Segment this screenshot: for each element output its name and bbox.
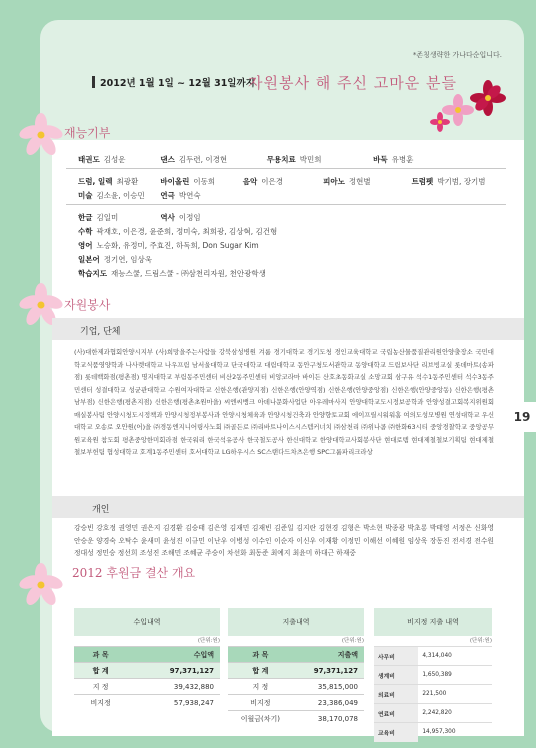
talent-names: 최광환 [116,177,139,186]
org-list: (사)대한제과협회안양시지부 (사)희망을주는사람들 강북삼성병원 겨룸 경기대학교 경기도청 경인교육대학교 국립농산물품질관리원안양출장소 국민대학교식품영양학과 나사렛대학교 나우프림 남서울대학교 단국대학교 대림대학교 동안구청도서관학교 동양대학교 드림보사단 리브빙교실 롯데마트(송파점) 롯데백화점(평촌점) 명지대학교 부림동주민센터 비산2동주민센터 비앙코라마 바이든 산호초동화교실 소망교회 삼구유 석수1동주민센터 석수3동주민센터 성결대학교 성균관대학교 수원여자대학교 신한은행(관양지점) 신한은행(안양역점) 신한은행(안양중앙점) 신한은행(안양중앙동) 신한은행(평촌남부점) 신한은행(평촌지점) 신한은행(평촌초원마을) 씨엔씨뱅크 아데나문화사업단 아우레마사지 안양대학교도시정보공학과 안양성결고회복지위원회매실봉사팀 안양시청도시정책과 안양시청정부봉사과 안양시청체육과 안양시청건축과 안양향토교회 에이프릴시워워홈 여의도성모병원 연성대학교 우신대학교 오송로 오안원(어)을 ㈜경동엔지니어링사노회 ㈜골든로 ㈜리바트나이스시스템커너치 ㈜삼천리 ㈜위나콤 ㈜한화63시티 중앙경찰학교 중앙공무원교육원 참도회 평촌중앙한미회라점 한국워리 한국석유공사 한국철도공사 한신대학교 한양대학교사회봉사단 현대로템 현대제철철보기획팀 현대제철철보부헌팀 협성대학교 호계1동주민센터 호서대학교 LG하우시스 SC스탠다드차츠은행 SPC그룹파리크라상 [74,348,494,456]
table-row [374,666,492,685]
expense-table [228,608,364,727]
talent-names: 이동희 [193,177,216,186]
honorific-note: *존칭생략한 가나다순입니다. [412,51,502,59]
talent-label: 영어 [78,241,93,250]
talent-label: 바이올린 [160,177,190,186]
talent-label: 바둑 [373,155,388,164]
talent-label: 연극 [160,191,175,200]
talent-row [78,268,266,279]
row-value: 97,371,127 [127,663,220,679]
talent-label: 트럼펫 [411,177,434,186]
row-label: 지 정 [74,679,127,695]
expense-table-header: 지출내역 [228,608,364,636]
individual-subheader-bar [52,496,524,518]
row-label: 생계비 [374,666,418,685]
org-subheader-bar [52,318,524,340]
row-value: 97,371,127 [293,663,364,679]
row-label: 비지정 [228,695,293,711]
talent-names: 정기연, 임상욱 [103,255,152,264]
table-row [374,647,492,666]
row-label: 이월금(차기) [228,711,293,727]
divider [66,204,506,205]
talent-row [78,190,201,201]
talent-section-title: 재능기부 [64,126,111,140]
talent-label: 미술 [78,191,93,200]
row-label: 합 계 [228,663,293,679]
talent-row [78,254,152,265]
talent-row [78,240,259,251]
unit-label: (단위:원) [197,638,220,644]
title-bar [92,76,95,88]
talent-row [78,154,413,165]
talent-names: 이은경 [261,177,284,186]
table-row [228,711,364,727]
talent-row [78,176,486,187]
talent-names: 재능스쿨, 드림스쿨 - ㈜삼천리자원, 천안광학생 [110,269,266,278]
talent-label: 한글 [78,213,93,222]
table-row [374,723,492,742]
talent-names: 김소윤, 이승민 [96,191,145,200]
row-value: 57,938,247 [127,695,220,711]
row-value: 221,500 [418,685,492,704]
talent-names: 이정임 [178,213,201,222]
income-table-header: 수입내역 [74,608,220,636]
talent-label: 학습지도 [78,269,107,278]
talent-row [78,226,277,237]
table-row [228,663,364,679]
row-value: 2,242,820 [418,704,492,723]
talent-names: 박연숙 [178,191,201,200]
row-value: 14,957,300 [418,723,492,742]
pink-flower-icon [18,112,64,158]
talent-names: 박기범, 장기범 [437,177,486,186]
table-row [228,679,364,695]
talent-label: 일본어 [78,255,100,264]
talent-names: 곽재호, 이은경, 윤준희, 정미숙, 최희광, 김상혁, 김건형 [96,227,278,236]
column-header: 지출액 [293,647,364,663]
divider [66,168,506,169]
table-row [374,704,492,723]
table-row [228,695,364,711]
date-range: 2012년 1월 1일 ~ 12월 31일까지 [100,78,255,89]
talent-label: 무용치료 [266,155,296,164]
talent-names: 김두련, 이경현 [178,155,228,164]
thanks-title: 자원봉사 해 주신 고마운 분들 [248,74,457,92]
unit-label: (단위:원) [341,638,364,644]
row-value: 38,170,078 [293,711,364,727]
table-row [74,679,220,695]
row-label: 합 계 [74,663,127,679]
finance-section-title: 2012 후원금 결산 개요 [72,566,196,580]
nondesignated-table-header: 비지정 지출 내역 [374,608,492,636]
individual-list: 강승빈 강호정 권영민 권은지 김경환 김승태 김은영 김재민 김재빈 김준일 김지란 김현경 김형은 박소현 박종광 박초롱 박태영 서정은 신화영 안승운 양경숙 오탁수 윤새미 윤성진 이규민 이난우 이병성 이수인 이순자 이신우 이재황 이정민 이해선 이혜원 임상욱 장동진 전서경 전수원 정대성 정민승 정선희 조성진 조해민 조혜균 주승이 차선화 최동준 최예지 최윤미 하대근 하재중 [74,524,494,557]
talent-row [78,212,201,223]
pink-flower-icon [18,562,64,608]
row-label: 의료비 [374,685,418,704]
table-row [74,695,220,711]
row-value: 4,314,040 [418,647,492,666]
org-subtitle: 기업, 단체 [80,327,121,337]
row-value: 35,815,000 [293,679,364,695]
talent-label: 태권도 [78,155,100,164]
column-header: 과 목 [74,647,127,663]
table-row [74,647,220,663]
talent-names: 김성운 [103,155,126,164]
income-table [74,608,220,711]
row-label: 지 정 [228,679,293,695]
volunteer-section-title: 자원봉사 [64,298,111,312]
row-label: 교육비 [374,723,418,742]
column-header: 수입액 [127,647,220,663]
page-number: 19 [508,402,536,432]
table-row [374,685,492,704]
cosmos-flowers-illustration [420,78,510,134]
row-label: 사무비 [374,647,418,666]
row-value: 23,386,049 [293,695,364,711]
talent-label: 역사 [160,213,175,222]
talent-label: 피아노 [323,177,345,186]
row-label: 연료비 [374,704,418,723]
talent-label: 드럼, 일렉 [78,177,113,186]
talent-names: 박민희 [299,155,322,164]
individual-subtitle: 개인 [92,505,110,515]
table-row [228,647,364,663]
nondesignated-expense-table [374,608,492,742]
row-label: 비지정 [74,695,127,711]
column-header: 과 목 [228,647,293,663]
talent-names: 김일미 [96,213,119,222]
talent-names: 유병훈 [391,155,414,164]
table-row [74,663,220,679]
talent-label: 수학 [78,227,93,236]
unit-label: (단위:원) [469,638,492,644]
talent-names: 정현별 [348,177,371,186]
talent-label: 음악 [242,177,258,186]
row-value: 1,650,389 [418,666,492,685]
row-value: 39,432,880 [127,679,220,695]
talent-label: 댄스 [160,155,175,164]
talent-names: 노승화, 유정미, 주효진, 하독희, Don Sugar Kim [96,241,259,250]
